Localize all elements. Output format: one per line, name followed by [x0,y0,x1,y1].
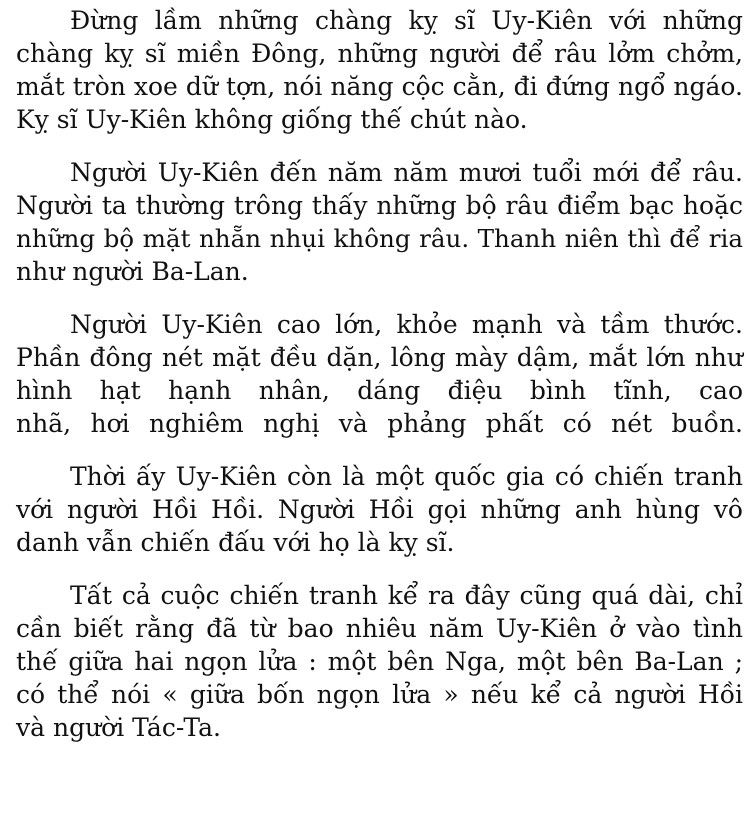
text-line: nhã, hơi nghiêm nghị và phảng phất có nét buồn. [16,409,743,438]
text-line: danh vẫn chiến đấu với họ là kỵ sĩ. [16,528,455,557]
text-line: và người Tác-Ta. [16,713,221,742]
text-line: Phần đông nét mặt đều dặn, lông mày dậm, mắt lớn như [16,343,743,372]
text-line: mắt tròn xoe dữ tợn, nói năng cộc cằn, đi đứng ngổ ngáo. [16,72,743,101]
text-line: như người Ba-Lan. [16,257,249,286]
paragraph-2 [16,156,743,288]
text-line: có thể nói « giữa bốn ngọn lửa » nếu kể cả người Hồi [16,680,743,709]
paragraph-3 [16,308,743,440]
text-line: Người ta thường trông thấy những bộ râu điểm bạc hoặc [16,191,743,220]
paragraph-5 [16,579,743,744]
text-line: chàng kỵ sĩ miền Đông, những người để râu lởm chởm, [16,39,743,68]
text-line: Người Uy-Kiên đến năm năm mươi tuổi mới để râu. [70,158,743,187]
text-line: Người Uy-Kiên cao lớn, khỏe mạnh và tầm thước. [70,310,743,339]
text-line: Thời ấy Uy-Kiên còn là một quốc gia có chiến tranh [70,462,743,491]
text-line: với người Hồi Hồi. Người Hồi gọi những anh hùng vô [16,495,743,524]
text-line: những bộ mặt nhẵn nhụi không râu. Thanh niên thì để ria [16,224,743,253]
text-line: Tất cả cuộc chiến tranh kể ra đây cũng quá dài, chỉ [70,581,743,610]
text-line: cần biết rằng đã từ bao nhiêu năm Uy-Kiên ở vào tình [16,614,743,643]
paragraph-1 [16,4,743,136]
text-line: hình hạt hạnh nhân, dáng điệu bình tĩnh, cao [16,376,743,405]
text-line: thế giữa hai ngọn lửa : một bên Nga, một bên Ba-Lan ; [16,647,743,676]
text-line: Kỵ sĩ Uy-Kiên không giống thế chút nào. [16,105,528,134]
text-line: Đừng lầm những chàng kỵ sĩ Uy-Kiên với những [70,6,743,35]
paragraph-4 [16,460,743,559]
